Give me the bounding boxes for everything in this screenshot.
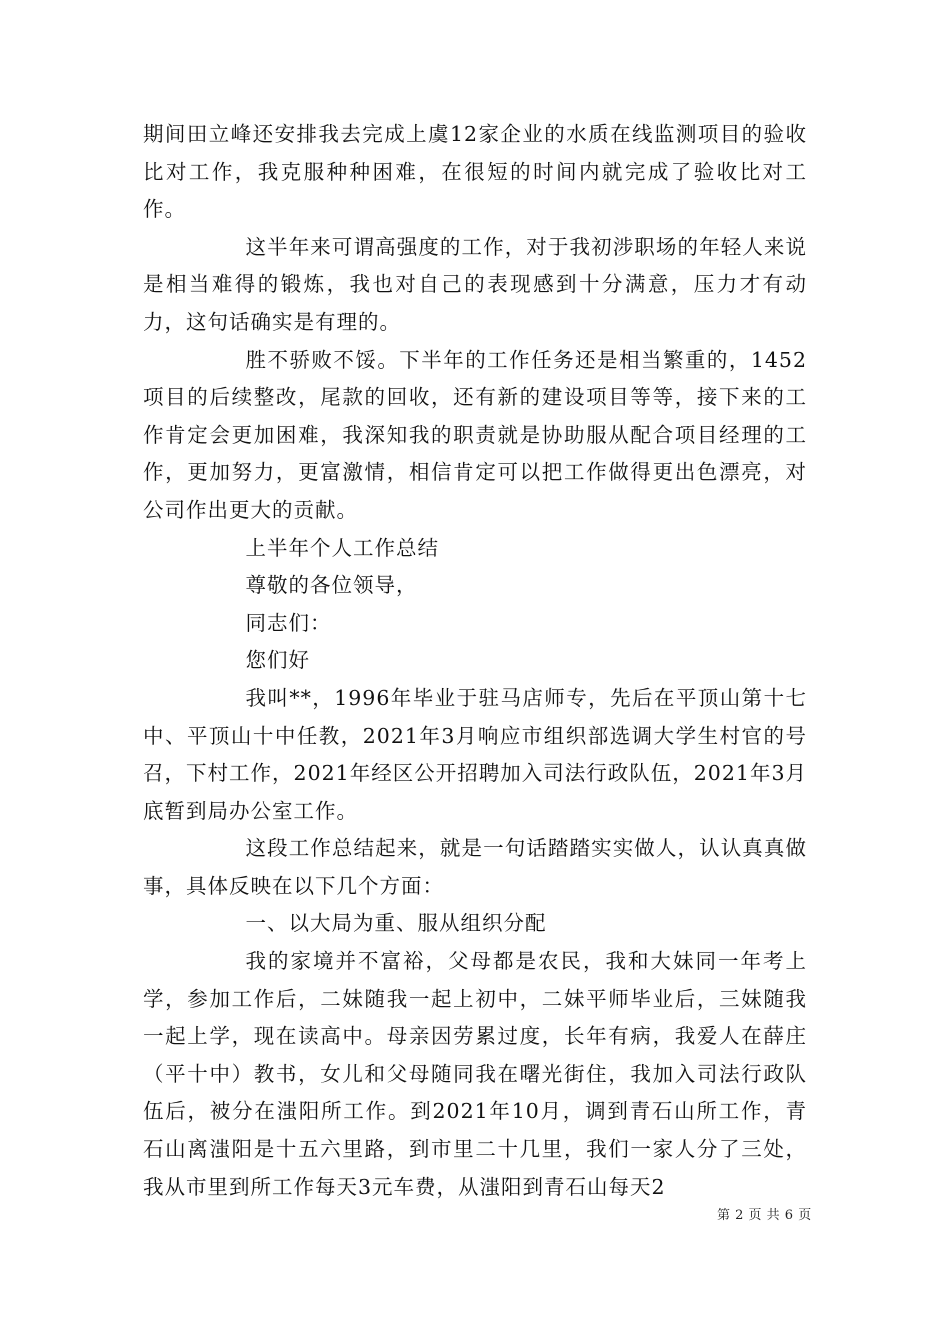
greeting: 您们好 — [245, 648, 310, 673]
paragraph: 这段工作总结起来，就是一句话踏踏实实做人，认认真真做事，具体反映在以下几个方面： — [143, 836, 807, 898]
paragraph: 我叫**，1996年毕业于驻马店师专，先后在平顶山第十七中、平顶山十中任教，2021年3月响应市组织部选调大学生村官的号召，下村工作，2021年经区公开招聘加入司法行政队伍，2021年3月底暂到局办公室工作。 — [143, 685, 807, 823]
section-heading: 一、以大局为重、服从组织分配 — [245, 911, 547, 936]
paragraph: 胜不骄败不馁。下半年的工作任务还是相当繁重的，1452项目的后续整改，尾款的回收，还有新的建设项目等等，接下来的工作肯定会更加困难，我深知我的职责就是协助服从配合项目经理的工作，更加努力，更富激情，相信肯定可以把工作做得更出色漂亮，对公司作出更大的贡献。 — [143, 347, 807, 522]
paragraph: 这半年来可谓高强度的工作，对于我初涉职场的年轻人来说是相当难得的锻炼，我也对自己的表现感到十分满意，压力才有动力，这句话确实是有理的。 — [143, 234, 807, 334]
section-title: 上半年个人工作总结 — [245, 535, 439, 560]
salutation: 同志们： — [245, 610, 332, 635]
page-number: 第 2 页 共 6 页 — [717, 1208, 812, 1223]
paragraph: 我的家境并不富裕，父母都是农民，我和大妹同一年考上学，参加工作后，二妹随我一起上初中，二妹平师毕业后，三妹随我一起上学，现在读高中。母亲因劳累过度，长年有病，我爱人在薛庄（平十中）教书，女儿和父母随同我在曙光街住，我加入司法行政队伍后，被分在滍阳所工作。到2021年10月，调到青石山所工作，青石山离滍阳是十五六里路，到市里二十几里，我们一家人分了三处，我从市里到所工作每天3元车费，从滍阳到青石山每天2 — [143, 949, 807, 1199]
paragraph: 期间田立峰还安排我去完成上虞12家企业的水质在线监测项目的验收比对工作，我克服种种困难，在很短的时间内就完成了验收比对工作。 — [143, 122, 807, 222]
salutation: 尊敬的各位领导， — [245, 573, 418, 598]
document-body — [143, 116, 807, 1206]
